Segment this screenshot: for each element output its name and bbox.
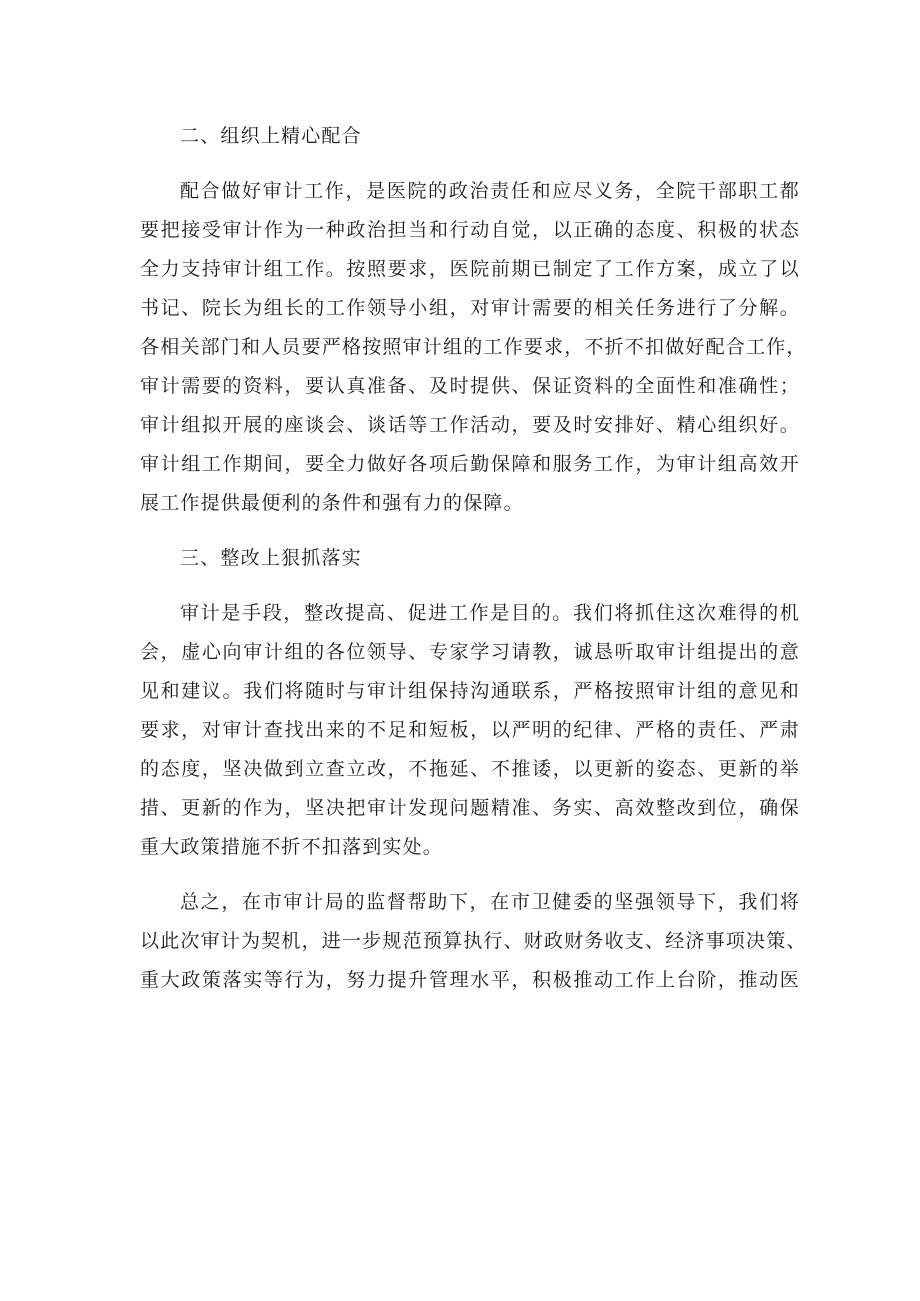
paragraph-line: 书记、院长为组长的工作领导小组，对审计需要的相关任务进行了分解。 — [140, 297, 800, 319]
paragraph-line: 以此次审计为契机，进一步规范预算执行、财政财务收支、经济事项决策、 — [140, 930, 807, 952]
paragraph-line: 审计是手段，整改提高、促进工作是目的。我们将抓住这次难得的机 — [180, 602, 800, 624]
paragraph-line: 配合做好审计工作，是医院的政治责任和应尽义务，全院干部职工都 — [180, 180, 800, 202]
paragraph-line: 的态度，坚决做到立查立改，不拖延、不推诿，以更新的姿态、更新的举 — [140, 758, 800, 780]
paragraph-line: 见和建议。我们将随时与审计组保持沟通联系，严格按照审计组的意见和 — [140, 680, 800, 702]
paragraph-line: 要把接受审计作为一种政治担当和行动自觉，以正确的态度、积极的状态 — [140, 219, 800, 241]
paragraph-line: 展工作提供最便利的条件和强有力的保障。 — [140, 492, 524, 514]
paragraph-line: 各相关部门和人员要严格按照审计组的工作要求，不折不扣做好配合工作， — [140, 336, 807, 358]
paragraph-line: 重大政策措施不折不扣落到实处。 — [140, 836, 444, 858]
paragraph-line: 审计组工作期间，要全力做好各项后勤保障和服务工作，为审计组高效开 — [140, 453, 800, 475]
paragraph-line: 重大政策落实等行为，努力提升管理水平，积极推动工作上台阶，推动医 — [140, 969, 800, 991]
section-heading: 三、整改上狠抓落实 — [180, 547, 362, 569]
paragraph-line: 会，虚心向审计组的各位领导、专家学习请教，诚恳听取审计组提出的意 — [140, 641, 800, 663]
paragraph-line: 审计需要的资料，要认真准备、及时提供、保证资料的全面性和准确性； — [140, 375, 800, 397]
paragraph-line: 总之，在市审计局的监督帮助下，在市卫健委的坚强领导下，我们将 — [180, 891, 800, 913]
paragraph-line: 措、更新的作为，坚决把审计发现问题精准、务实、高效整改到位，确保 — [140, 797, 800, 819]
paragraph-line: 要求，对审计查找出来的不足和短板，以严明的纪律、严格的责任、严肃 — [140, 719, 800, 741]
section-heading: 二、组织上精心配合 — [180, 125, 362, 147]
paragraph-line: 审计组拟开展的座谈会、谈话等工作活动，要及时安排好、精心组织好。 — [140, 414, 800, 436]
paragraph-line: 全力支持审计组工作。按照要求，医院前期已制定了工作方案，成立了以 — [140, 258, 800, 280]
